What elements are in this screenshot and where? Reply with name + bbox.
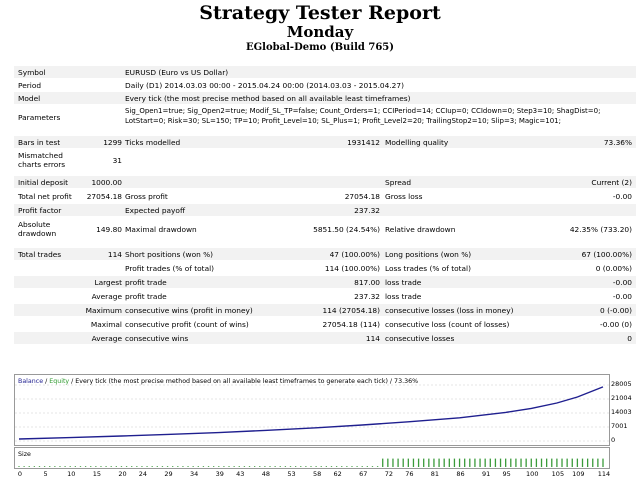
parameters-line-2: LotStart=0; Risk=30; SL=150; TP=10; Profit_Level=10; SL_Plus=1; Profit_Level2=20; TrailingStop2=10; Slip=3; Magic=101;	[125, 117, 561, 125]
x-tick-label: 81	[430, 470, 440, 478]
mismatch-label-1: Mismatched	[18, 151, 63, 160]
x-tick-label: 24	[138, 470, 148, 478]
x-tick-label: 91	[482, 470, 491, 478]
profit-trades-value: 114 (100.00%)	[324, 264, 380, 273]
x-tick-label: 86	[456, 470, 465, 478]
maximal-consecutive-loss-value: -0.00 (0)	[600, 320, 632, 329]
chart-legend	[18, 378, 418, 385]
legend-description: / Every tick (the most precise method based on all available least timeframes to generate each tick) / 73.36%	[69, 378, 419, 385]
loss-trades-label: Loss trades (% of total)	[385, 264, 471, 273]
loss-trades-value: 0 (0.00%)	[595, 264, 632, 273]
legend-separator: /	[43, 378, 50, 385]
total-trades-label: Total trades	[18, 250, 62, 259]
model-value: Every tick (the most precise method based on all available least timeframes)	[125, 94, 411, 103]
mismatch-value: 31	[112, 156, 122, 165]
x-tick-label: 29	[164, 470, 173, 478]
size-bars	[19, 459, 603, 467]
long-positions-value: 67 (100.00%)	[581, 250, 632, 259]
size-label: Size	[18, 451, 31, 458]
maximal-consecutive-profit-label: consecutive profit (count of wins)	[125, 320, 249, 329]
deposit-label: Initial deposit	[18, 178, 69, 187]
x-tick-label: 43	[236, 470, 245, 478]
x-tick-label: 53	[287, 470, 296, 478]
average-loss-label: loss trade	[385, 292, 422, 301]
report-subtitle: Monday	[286, 23, 354, 41]
x-tick-label: 76	[405, 470, 414, 478]
average-consecutive-wins-value: 114	[365, 334, 380, 343]
x-tick-label: 67	[359, 470, 368, 478]
expected-payoff-label: Expected payoff	[125, 206, 186, 215]
mismatch-label-2: charts errors	[18, 160, 66, 169]
short-positions-label: Short positions (won %)	[125, 250, 214, 259]
model-label: Model	[18, 94, 41, 103]
short-positions-value: 47 (100.00%)	[329, 250, 380, 259]
x-tick-label: 20	[118, 470, 127, 478]
average-profit-value: 237.32	[354, 292, 380, 301]
quality-label: Modelling quality	[385, 138, 449, 147]
x-tick-label: 10	[67, 470, 76, 478]
parameters-label: Parameters	[18, 113, 61, 122]
average-consecutive-wins-label: consecutive wins	[125, 334, 189, 343]
gross-loss-value: -0.00	[612, 192, 632, 201]
x-tick-label: 15	[92, 470, 101, 478]
profit-trades-label: Profit trades (% of total)	[125, 264, 215, 273]
ticks-label: Ticks modelled	[125, 138, 181, 147]
symbol-value: EURUSD (Euro vs US Dollar)	[125, 68, 229, 77]
largest-label: Largest	[94, 278, 122, 287]
x-tick-label: 48	[261, 470, 271, 478]
x-tick-label: 105	[551, 470, 565, 478]
maximal-drawdown-label: Maximal drawdown	[125, 225, 197, 234]
largest-loss-value: -0.00	[612, 278, 632, 287]
absolute-drawdown-value: 149.80	[96, 225, 122, 234]
long-positions-label: Long positions (won %)	[385, 250, 472, 259]
x-tick-label: 114	[597, 470, 611, 478]
average-label: Average	[91, 292, 122, 301]
x-tick-label: 109	[572, 470, 585, 478]
profit-factor-label: Profit factor	[18, 206, 62, 215]
relative-drawdown-label: Relative drawdown	[385, 225, 456, 234]
x-tick-label: 0	[17, 470, 23, 478]
max-consecutive-losses-value: 0 (-0.00)	[600, 306, 632, 315]
legend-balance: Balance	[18, 378, 44, 385]
ticks-value: 1931412	[347, 138, 380, 147]
gross-profit-value: 27054.18	[344, 192, 380, 201]
maximum-label: Maximum	[85, 306, 122, 315]
y-tick-label: 28005	[611, 380, 632, 388]
absolute-drawdown-label-2: drawdown	[18, 229, 57, 238]
server-name: EGlobal-Demo (Build 765)	[246, 42, 394, 53]
maximal-consecutive-loss-label: consecutive loss (count of losses)	[385, 320, 510, 329]
y-tick-label: 21004	[611, 393, 632, 402]
maximal-label: Maximal	[90, 320, 122, 329]
parameters-line-1: Sig_Open1=true; Sig_Open2=true; Modif_SL_TP=false; Count_Orders=1; CCIPeriod=14; CCIup=0; CCIdown=0; Step3=10; ShagDist=0;	[125, 107, 601, 115]
average-consecutive-losses-label: consecutive losses	[385, 334, 455, 343]
y-tick-label: 7001	[611, 422, 628, 430]
y-tick-label: 0	[611, 436, 616, 444]
x-tick-label: 58	[312, 470, 322, 478]
average-profit-label: profit trade	[125, 292, 167, 301]
average-consecutive-losses-value: 0	[627, 334, 632, 343]
largest-profit-label: profit trade	[125, 278, 167, 287]
absolute-drawdown-label-1: Absolute	[18, 220, 51, 229]
chart-grid	[15, 385, 609, 441]
net-profit-value: 27054.18	[86, 192, 122, 201]
balance-chart	[14, 374, 610, 446]
legend-equity: Equity	[49, 378, 70, 385]
x-tick-label: 62	[333, 470, 342, 478]
chart-y-axis	[608, 374, 638, 446]
spread-value: Current (2)	[591, 178, 632, 187]
deposit-value: 1000.00	[91, 178, 122, 187]
gross-profit-label: Gross profit	[125, 192, 168, 201]
symbol-label: Symbol	[18, 68, 46, 77]
relative-drawdown-value: 42.35% (733.20)	[569, 225, 632, 234]
maximal-consecutive-profit-value: 27054.18 (114)	[322, 320, 380, 329]
row-band	[14, 66, 636, 78]
net-profit-label: Total net profit	[18, 192, 72, 201]
period-label: Period	[18, 81, 42, 90]
bars-value: 1299	[103, 138, 122, 147]
size-plot-svg	[15, 448, 609, 468]
bars-label: Bars in test	[18, 138, 61, 147]
largest-loss-label: loss trade	[385, 278, 422, 287]
quality-value: 73.36%	[603, 138, 632, 147]
gross-loss-label: Gross loss	[385, 192, 423, 201]
max-consecutive-wins-label: consecutive wins (profit in money)	[125, 306, 253, 315]
x-tick-label: 100	[526, 470, 539, 478]
spread-label: Spread	[385, 178, 412, 187]
size-plot	[14, 447, 610, 469]
x-tick-label: 72	[384, 470, 393, 478]
report-title: Strategy Tester Report	[199, 2, 441, 24]
balance-chart-svg	[15, 375, 609, 445]
y-tick-label: 14003	[611, 407, 632, 416]
x-tick-label: 34	[190, 470, 199, 478]
average-loss-value: -0.00	[612, 292, 632, 301]
x-tick-label: 95	[502, 470, 511, 478]
largest-profit-value: 817.00	[354, 278, 380, 287]
max-consecutive-losses-label: consecutive losses (loss in money)	[385, 306, 514, 315]
max-consecutive-wins-value: 114 (27054.18)	[322, 306, 380, 315]
x-tick-label: 5	[43, 470, 48, 478]
period-value: Daily (D1) 2014.03.03 00:00 - 2015.04.24 00:00 (2014.03.03 - 2015.04.27)	[125, 81, 404, 90]
total-trades-value: 114	[107, 250, 122, 259]
x-tick-label: 39	[215, 470, 224, 478]
average-consecutive-label: Average	[91, 334, 122, 343]
maximal-drawdown-value: 5851.50 (24.54%)	[313, 225, 380, 234]
expected-payoff-value: 237.32	[354, 206, 380, 215]
